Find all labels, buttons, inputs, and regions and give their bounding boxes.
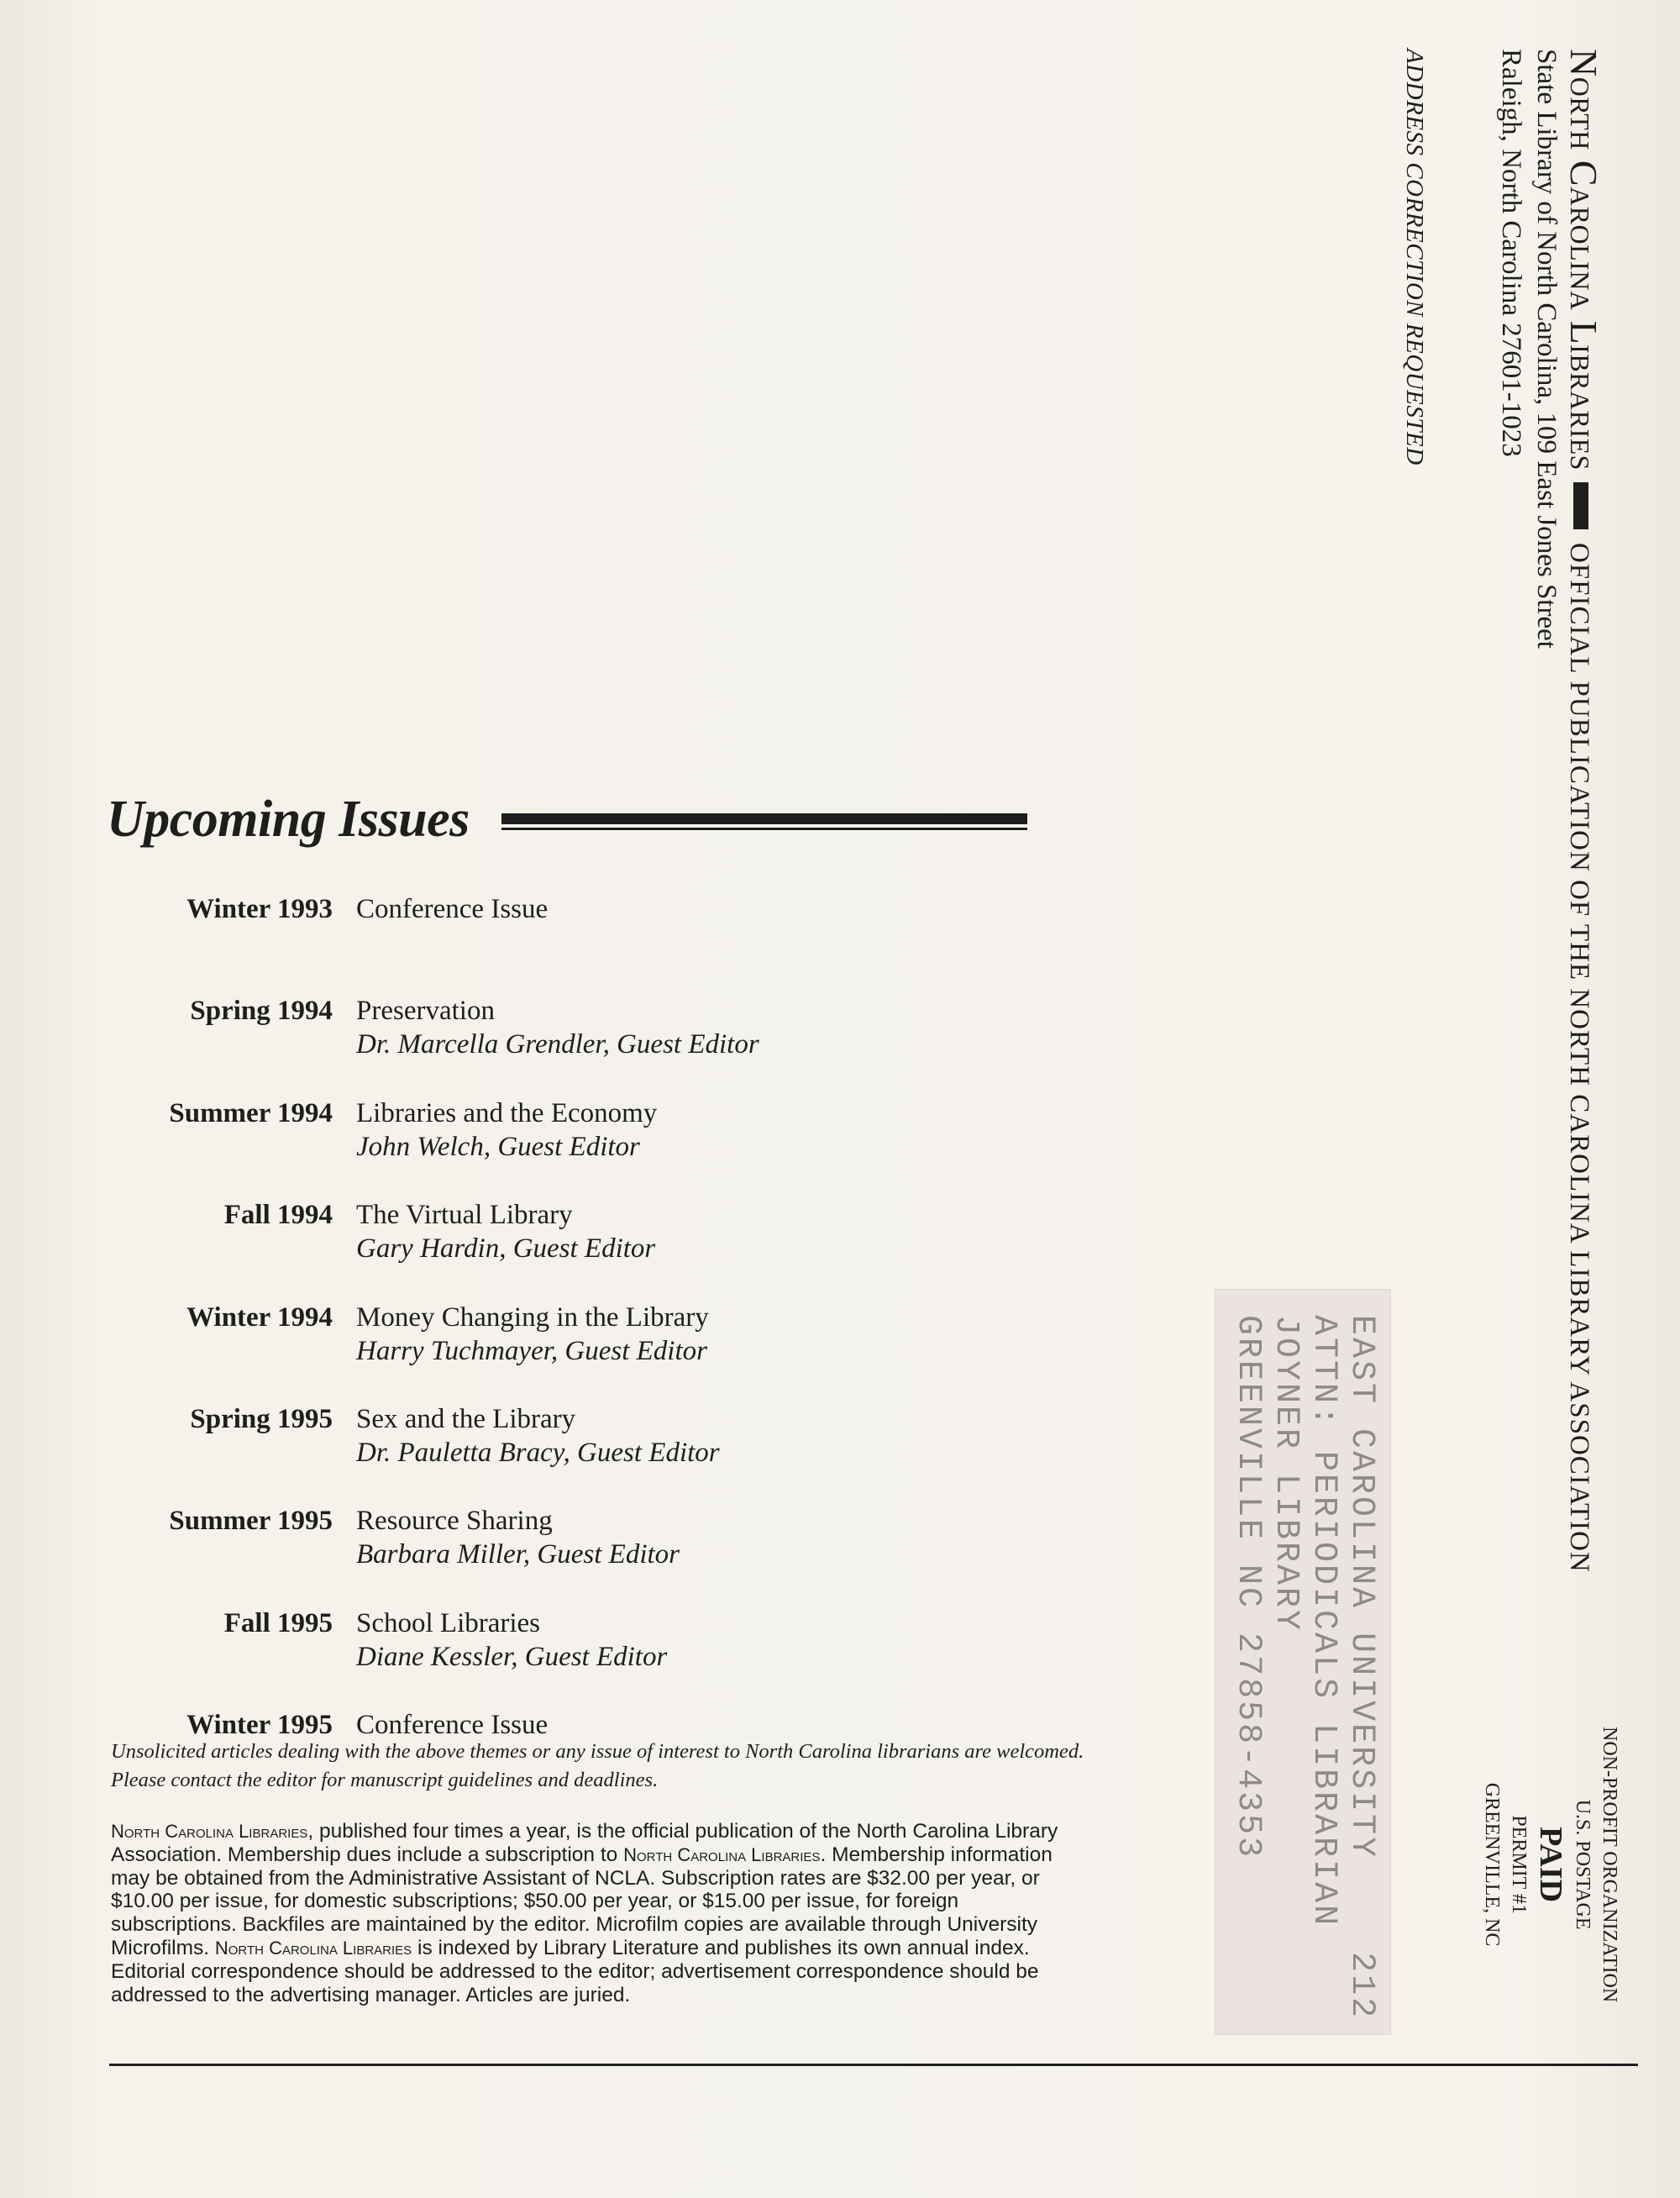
issue-theme: Conference Issue xyxy=(356,1710,549,1741)
journal-name: North Carolina Libraries xyxy=(111,1821,308,1842)
address-line-2: Raleigh, North Carolina 27601-1023 xyxy=(1496,49,1526,457)
publication-info xyxy=(111,1820,1077,2006)
issue-details xyxy=(333,1301,709,1402)
issue-details xyxy=(333,1606,667,1708)
issue-row xyxy=(92,1301,848,1402)
indicia-city: GREENVILLE, NC xyxy=(1481,1782,1503,1947)
return-address xyxy=(1494,49,1564,649)
issue-details xyxy=(333,1402,720,1504)
indicia-paid: PAID xyxy=(1533,1827,1568,1903)
issue-theme: Money Changing in the Library xyxy=(356,1301,709,1333)
bottom-rule xyxy=(109,2064,1638,2066)
issue-date: Fall 1994 xyxy=(223,1200,333,1231)
issue-details xyxy=(333,1198,655,1300)
issue-row xyxy=(92,892,848,994)
issue-editor: John Welch, Guest Editor xyxy=(356,1131,640,1162)
issue-theme: Resource Sharing xyxy=(356,1506,553,1537)
label-code: 212 xyxy=(1342,1952,1380,2021)
issue-details xyxy=(333,1096,657,1198)
label-line-1: EAST CAROLINA UNIVERSITY xyxy=(1342,1315,1380,1860)
journal-name: North Carolina Libraries xyxy=(623,1843,821,1865)
masthead xyxy=(1562,49,1606,1573)
issue-row xyxy=(92,1606,848,1708)
issue-row xyxy=(92,1096,848,1198)
issue-date: Spring 1995 xyxy=(190,1403,333,1434)
publication-info-part-3: is indexed by Library Literature and publishes its own annual index. Editorial correspondence should be addressed to the editor; advertisement correspondence should be addressed to the advertising manager. Articles are juried. xyxy=(111,1936,1039,2006)
issue-theme: Preservation xyxy=(356,996,495,1027)
issue-editor: Dr. Pauletta Bracy, Guest Editor xyxy=(356,1437,720,1468)
label-line-4: GREENVILLE NC 27858-4353 xyxy=(1229,1315,1267,1860)
postage-indicia xyxy=(1478,1727,1623,2002)
journal-name: North Carolina Libraries xyxy=(214,1937,412,1959)
issue-editor: Barbara Miller, Guest Editor xyxy=(356,1539,680,1570)
issue-date: Fall 1995 xyxy=(223,1607,333,1638)
issue-theme: Conference Issue xyxy=(356,894,549,924)
upcoming-issues-title: Upcoming Issues xyxy=(107,791,470,848)
issue-row xyxy=(92,1198,848,1300)
masthead-official: OFFICIAL PUBLICATION OF THE NORTH CAROLINA LIBRARY ASSOCIATION xyxy=(1564,542,1594,1573)
submissions-note: Unsolicited articles dealing with the above themes or any issue of interest to North Carolina librarians are welcomed. Please contact the editor for manuscript guidelines and deadlines. xyxy=(111,1740,1084,1791)
masthead-bar xyxy=(1573,482,1588,529)
address-correction-notice: ADDRESS CORRECTION REQUESTED xyxy=(1401,49,1428,465)
issue-row xyxy=(92,994,848,1096)
issue-row xyxy=(92,1402,848,1504)
issue-date: Winter 1993 xyxy=(186,894,333,924)
issues-list xyxy=(92,892,848,1811)
issue-theme: School Libraries xyxy=(356,1607,541,1638)
issue-editor: Harry Tuchmayer, Guest Editor xyxy=(356,1335,707,1366)
label-line-2: ATTN: PERIODICALS LIBRARIAN xyxy=(1305,1315,1342,1928)
title-rule-thin xyxy=(501,828,1027,830)
mailing-label-text xyxy=(1229,1315,1380,2020)
indicia-permit: PERMIT #1 xyxy=(1508,1815,1530,1914)
masthead-brand: North Carolina Libraries xyxy=(1562,49,1605,471)
issue-date: Winter 1994 xyxy=(186,1301,333,1333)
issue-details xyxy=(333,1504,680,1606)
title-rule xyxy=(501,813,1027,832)
label-line-3: JOYNER LIBRARY xyxy=(1267,1315,1305,1633)
issue-date: Summer 1995 xyxy=(169,1506,333,1537)
issue-theme: The Virtual Library xyxy=(356,1200,573,1231)
issue-details xyxy=(333,892,548,994)
issue-date: Spring 1994 xyxy=(190,996,333,1027)
issue-date: Winter 1995 xyxy=(186,1710,333,1741)
issue-theme: Libraries and the Economy xyxy=(356,1097,658,1128)
indicia-line-1: NON-PROFIT ORGANIZATION xyxy=(1599,1727,1620,2003)
issue-row xyxy=(92,1504,848,1606)
address-line-1: State Library of North Carolina, 109 East Jones Street xyxy=(1531,49,1562,649)
issue-details xyxy=(333,994,759,1096)
publication-info-part-1: , published four times a year, is the official publication of the North Carolina Library Association. Membership dues include a subscription to xyxy=(111,1820,1058,1866)
issue-editor: Dr. Marcella Grendler, Guest Editor xyxy=(356,1029,759,1060)
indicia-line-2: U.S. POSTAGE xyxy=(1572,1799,1593,1930)
issue-date: Summer 1994 xyxy=(169,1097,333,1128)
issue-editor: Gary Hardin, Guest Editor xyxy=(356,1233,656,1265)
publication-info-part-2: . Membership information may be obtained from the Administrative Assistant of NCLA. Subscription rates are $32.00 per year, or $10.00 per issue, for domestic subscriptions; $50.00 per year, or $15.00 per issue, for foreign subscriptions. Backfiles are maintained by the editor. Microfilm copies are available through University Microfilms. xyxy=(111,1843,1053,1959)
issue-editor: Diane Kessler, Guest Editor xyxy=(356,1641,668,1672)
title-rule-thick xyxy=(501,813,1027,824)
issue-theme: Sex and the Library xyxy=(356,1403,576,1434)
